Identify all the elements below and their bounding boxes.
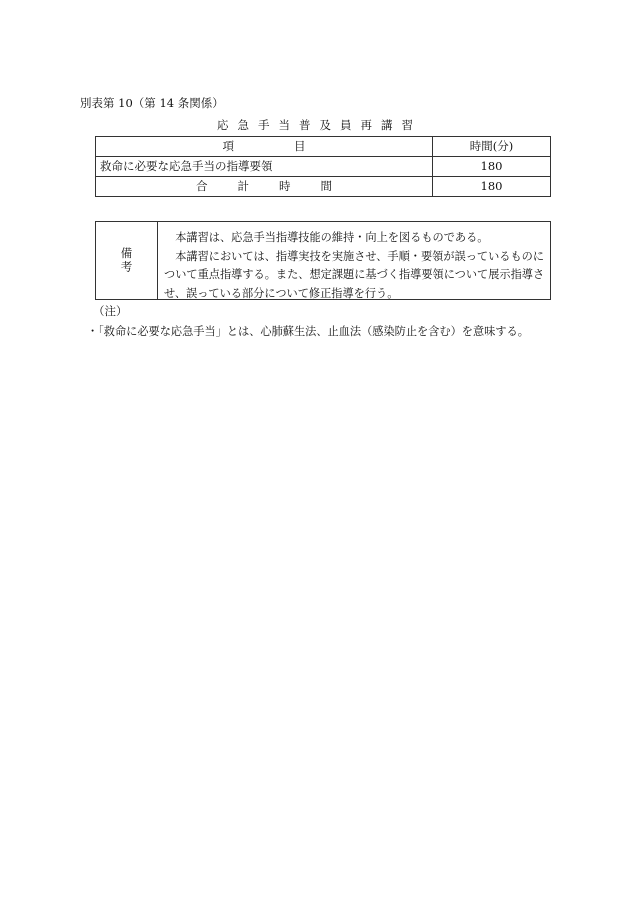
course-table [95, 136, 551, 197]
total-row [96, 177, 551, 197]
remarks-box [95, 221, 551, 300]
remarks-paragraph: 本講習においては、指導実技を実施させ、手順・要領が誤っているものについて重点指導する。また、想定課題に基づく指導要領について展示指導させ、誤っている部分について修正指導を行う。 [164, 249, 545, 300]
remarks-label-cell [96, 222, 158, 299]
appendix-header: 別表第 10（第 14 条関係） [80, 96, 224, 110]
total-time-cell: 180 [433, 177, 551, 197]
table-title: 応急手当普及員再講習 [217, 118, 422, 132]
table-row [96, 157, 551, 177]
table-header-row [96, 137, 551, 157]
remarks-label: 備考 [119, 247, 134, 274]
note-item: ・「救命に必要な応急手当」とは、心肺蘇生法、止血法（感染防止を含む）を意味する。 [87, 325, 529, 338]
total-label-cell: 合計時間 [96, 177, 433, 197]
row-item-cell: 救命に必要な応急手当の指導要領 [96, 157, 433, 177]
column-header-item: 項目 [96, 137, 433, 157]
column-header-time: 時間(分) [433, 137, 551, 157]
remarks-paragraph: 本講習は、応急手当指導技能の維持・向上を図るものである。 [175, 231, 489, 244]
row-time-cell: 180 [433, 157, 551, 177]
note-label: （注） [93, 304, 128, 318]
remarks-body [158, 222, 550, 299]
